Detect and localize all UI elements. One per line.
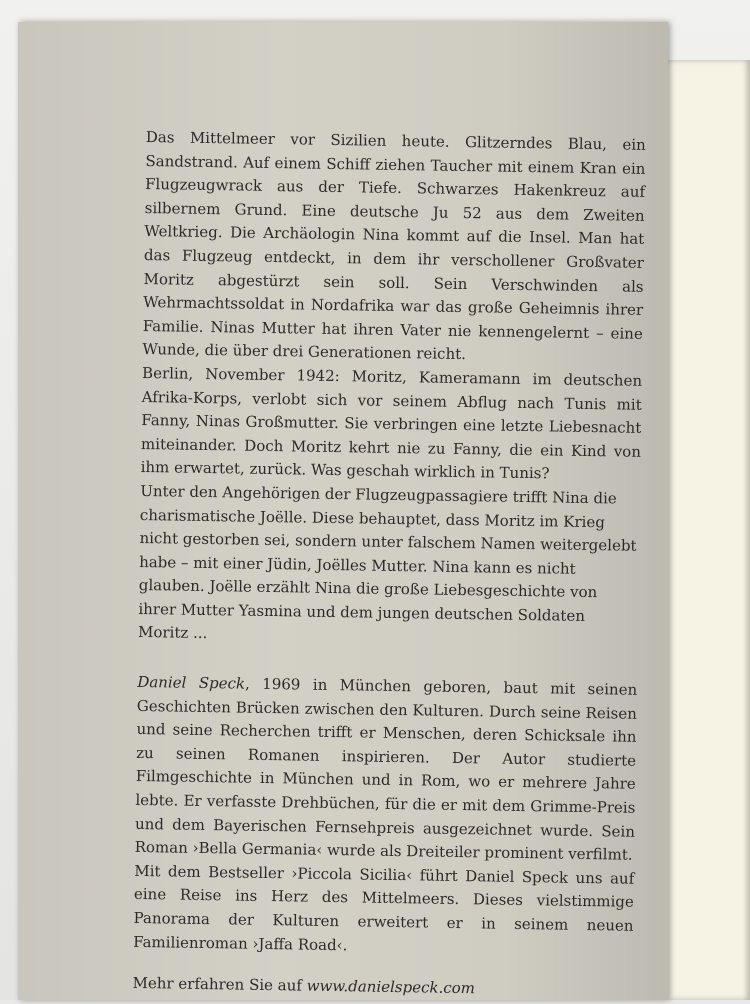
book-page: [18, 22, 668, 1000]
website-link[interactable]: www.danielspeck.com: [306, 976, 476, 998]
more-info-label: Mehr erfahren Sie auf: [132, 974, 303, 995]
author-name: Daniel Speck: [137, 672, 246, 693]
author-bio-paragraph-2: Mit dem Bestseller ›Piccola Sicilia‹ führt Daniel Speck uns auf eine Reise ins Herz des Mittelmeers. Dieses vielstimmige Panorama der Kulturen erweitert er in seinem neuen Familienroman ›Jaffa Road‹.: [133, 861, 635, 954]
back-cover-text: [132, 126, 646, 1004]
synopsis-paragraph-1: Das Mittelmeer vor Sizilien heute. Glitzerndes Blau, ein Sandstrand. Auf einem Schiff ziehen Taucher mit einem Kran ein Flugzeugwrack aus der Tiefe. Schwarzes Hakenkreuz auf silbernem Grund. Eine deutsche Ju 52 aus dem Zweiten Weltkrieg. Die Archäologin Nina kommt auf die Insel. Man hat das Flugzeug entdeckt, in dem ihr verschollener Großvater Moritz abgestürzt sein soll. Sein Verschwinden als Wehrmachtssoldat in Nordafrika war das große Geheimnis ihrer Familie. Ninas Mutter hat ihren Vater nie kennengelernt – eine Wunde, die über drei Generationen reicht.: [142, 127, 646, 364]
synopsis-paragraph-3: Unter den Angehörigen der Flugzeugpassagiere trifft Nina die charismatische Joëlle. Diese behauptet, dass Moritz im Krieg nicht gestorben sei, sondern unter falschem Namen weitergelebt habe – mit einer Jüdin, Joëlles Mutter. Nina kann es nicht glauben. Joëlle erzählt Nina die große Liebesgeschichte von ihrer Mutter Yasmina und dem jungen deutschen Soldaten Moritz ...: [137, 481, 637, 643]
author-bio-paragraph-1: [134, 671, 637, 868]
synopsis-paragraph-2: Berlin, November 1942: Moritz, Kameramann im deutschen Afrika-Korps, verlobt sich vor seinem Abflug nach Tunis mit Fanny, Ninas Großmutter. Sie verbringen eine letzte Liebesnacht miteinander. Doch Moritz kehrt nie zu Fanny, die ein Kind von ihm erwartet, zurück. Was geschah wirklich in Tunis?: [140, 363, 643, 483]
author-bio-text: , 1969 in München geboren, baut mit seinen Geschichten Brücken zwischen den Kulturen. Durch seine Reisen und seine Recherchen trifft er Menschen, deren Schicksale ihn zu seinen Romanen inspirieren. Der Autor studierte Filmgeschichte in München und in Rom, wo er mehrere Jahre lebte. Er verfasste Drehbüchen, für die er mit dem Grimme-Preis und dem Bayerischen Fernsehpreis ausgezeichnet wurde. Sein Roman ›Bella Germania‹ wurde als Dreiteiler prominent verfilmt.: [134, 674, 638, 864]
